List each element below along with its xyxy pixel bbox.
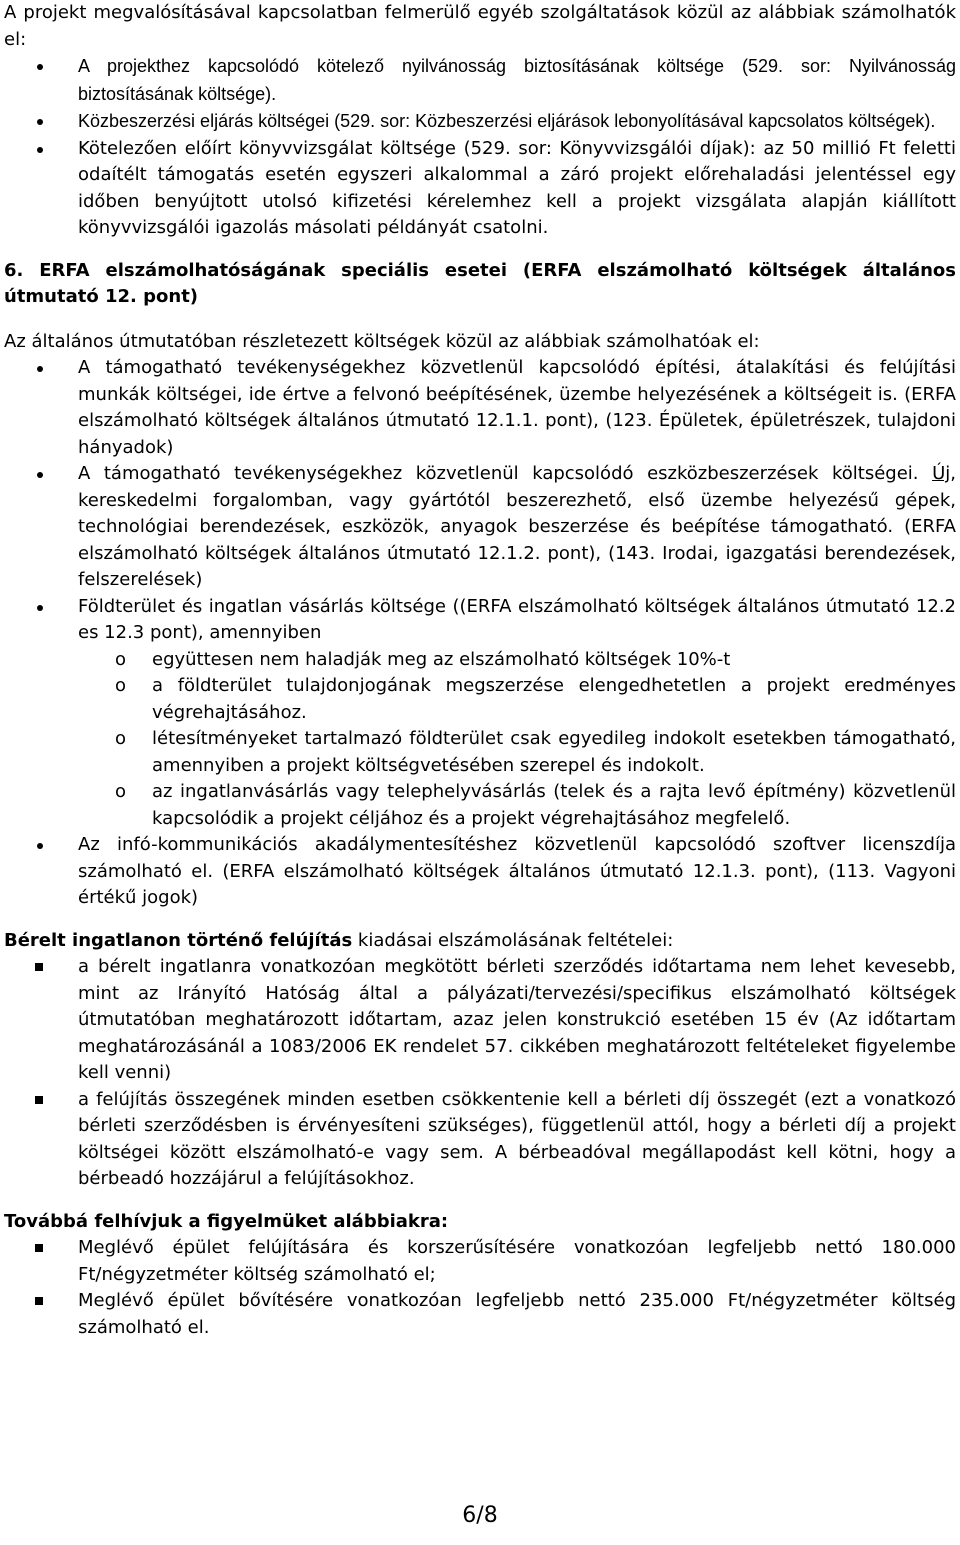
sub-list-item: o az ingatlanvásárlás vagy telephelyvásárlás (telek és a rajta levő építmény) közvetlenül kapcsolódik a projekt céljához és a projekt végrehajtásához megfelelő. — [115, 781, 956, 829]
list-item: Az infó-kommunikációs akadálymentesítéshez közvetlenül kapcsolódó szoftver licenszdíja számolható el. (ERFA elszámolható költségek általános útmutató 12.1.3. pont), (113. Vagyoni értékű jogok) — [78, 834, 956, 908]
section-lead: Az általános útmutatóban részletezett költségek közül az alábbiak számolhatóak el: — [4, 330, 760, 352]
sub-list-item: o a földterület tulajdonjogának megszerzése elengedhetetlen a projekt eredményes végrehajtásához. — [115, 675, 956, 723]
section-heading: 6. ERFA elszámolhatóságának speciális esetei (ERFA elszámolható költségek általános útmutató 12. pont) — [4, 259, 956, 307]
circle-bullet-icon: o — [115, 675, 127, 696]
list-item: Meglévő épület bővítésére vonatkozóan legfeljebb nettó 235.000 Ft/négyzetméter költség számolható el. — [78, 1290, 956, 1338]
list-item: A projekthez kapcsolódó kötelező nyilvánosság biztosításának költsége (529. sor: Nyilvánosság biztosításának költsége). — [78, 56, 956, 104]
tovabba-list — [4, 1235, 956, 1341]
list-item: a felújítás összegének minden esetben csökkentenie kell a bérleti díj összegét (ezt a vonatkozó bérleti szerződésben is érvényesíteni szükséges), függetlenül attól, hogy a bérleti díj a projekt költségei között elszámolható-e vagy sem. A bérbeadóval megállapodást kell kötni, hogy a bérbeadó hozzájárul a felújításokhoz. — [78, 1088, 956, 1189]
list-item: Közbeszerzési eljárás költségei (529. sor: Közbeszerzési eljárások lebonyolításával kapcsolatos költségek). — [78, 111, 936, 131]
section-list — [4, 355, 956, 912]
sub-list-item: o létesítményeket tartalmazó földterület csak egyedileg indokolt esetekben támogatható, amennyiben a projekt költségvetésében szerepel és indokolt. — [115, 728, 956, 776]
sub-list-item: o együttesen nem haladják meg az elszámolható költségek 10%-t — [4, 647, 956, 674]
list-item: Földterület és ingatlan vásárlás költsége ((ERFA elszámolható költségek általános útmutató 12.2 es 12.3 pont), amennyiben o együttesen nem haladják meg az elszámolható költségek 10%-t o a földterület tulajdonjogának megszerzése elengedhetetlen a projekt eredményes végrehajtásához. o létesítményeket tartalmazó földterület csak egyedileg indokolt esetekben támogatható, amennyiben a projekt költségvetésében szerepel és indokolt. o az ingatlanvásárlás vagy telephelyvásárlás (telek és a rajta levő építmény) közvetlenül kapcsolódik a projekt céljához és a projekt végrehajtásához megfelelő. — [4, 594, 956, 833]
underlined-word: Új — [932, 463, 951, 484]
list-item: a bérelt ingatlanra vonatkozóan megkötött bérleti szerződés időtartama nem lehet kevesebb, mint az Irányító Hatóság által a pályázati/tervezési/specifikus elszámolható költségek útmutatóban meghatározott időtartam, azaz jelen konstrukció esetében 15 év (Az időtartam meghatározásánál a 1083/2006 EK rendelet 57. cikkében meghatározott feltételeket figyelembe kell venni) — [78, 956, 956, 1083]
berelt-paragraph: Bérelt ingatlanon történő felújítás kiadásai elszámolásának feltételei: — [4, 929, 674, 951]
list-item: Meglévő épület felújítására és korszerűsítésére vonatkozóan legfeljebb nettó 180.000 Ft/négyzetméter költség számolható el; — [78, 1237, 956, 1285]
berelt-list — [4, 954, 956, 1193]
tovabba-heading: Továbbá felhívjuk a figyelmüket alábbiakra: — [4, 1210, 449, 1232]
list-item: Kötelezően előírt könyvvizsgálat költsége (529. sor: Könyvvizsgálói díjak): az 50 millió Ft feletti odaítélt támogatás esetén egyszeri alkalommal a záró projekt előrehaladási jelentéssel egy időben benyújtott utolsó kifizetési kérelemhez kell a projekt vizsgálata alapján kiállított könyvvizsgálói igazolás másolati példányát csatolni. — [78, 137, 956, 238]
sub-list — [78, 647, 956, 833]
list-item: A támogatható tevékenységekhez közvetlenül kapcsolódó eszközbeszerzések költségei. Új, kereskedelmi forgalomban, vagy gyártótól beszerezhető, első üzembe helyezésű gépek, technológiai berendezések, eszközök, anyagok beszerzése és beépítése támogatható. (ERFA elszámolható költségek általános útmutató 12.1.2. pont), (143. Irodai, igazgatási berendezések, felszerelések) — [78, 463, 956, 590]
circle-bullet-icon: o — [115, 648, 127, 670]
list-item: A támogatható tevékenységekhez közvetlenül kapcsolódó építési, átalakítási és felújítási munkák költségei, ide értve a felvonó beépítésének, üzembe helyezésének a költségeit is. (ERFA elszámolható költségek általános útmutató 12.1.1. pont), (123. Épületek, épületrészek, tulajdoni hányadok) — [78, 357, 956, 458]
intro-list — [4, 53, 956, 242]
page-content — [4, 0, 956, 1341]
circle-bullet-icon: o — [115, 728, 127, 749]
intro-paragraph: A projekt megvalósításával kapcsolatban felmerülő egyéb szolgáltatások közül az alábbiak számolhatók el: — [4, 2, 956, 50]
page-number: 6/8 — [462, 1503, 498, 1528]
circle-bullet-icon: o — [115, 781, 127, 802]
